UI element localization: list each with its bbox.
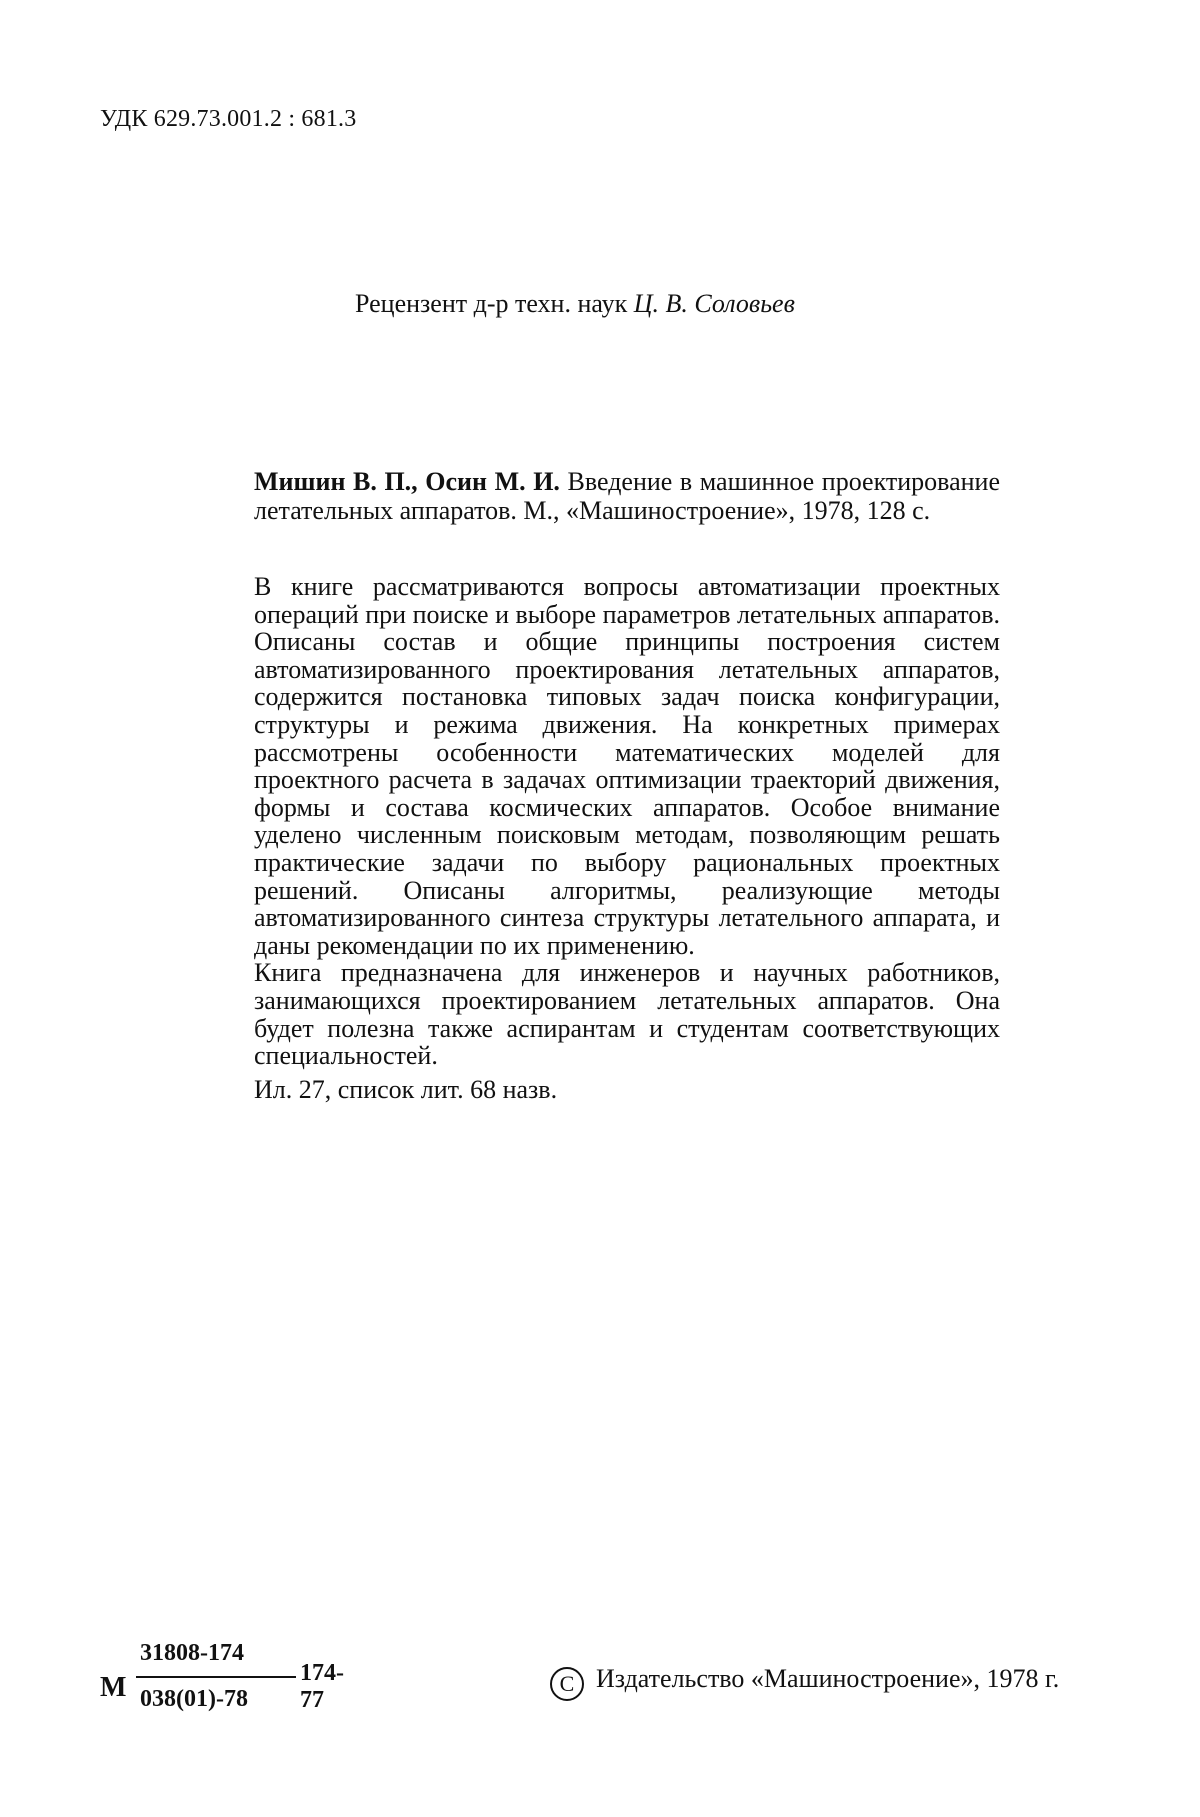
copyright-text: Издательство «Машиностроение», 1978 г. — [596, 1664, 1060, 1693]
index-suffix: 174-77 — [300, 1660, 344, 1713]
reviewer-prefix: Рецензент д-р техн. наук — [355, 289, 628, 318]
reviewer-name: Ц. В. Соловьев — [633, 289, 795, 318]
udk-code: УДК 629.73.001.2 : 681.3 — [100, 106, 357, 132]
publication-index-letter: М — [100, 1672, 127, 1703]
reviewer-line — [355, 289, 795, 319]
fraction-line — [136, 1676, 296, 1678]
copyright-icon: C — [550, 1667, 584, 1701]
index-numerator: 31808-174 — [140, 1640, 244, 1666]
bibliographic-citation — [254, 467, 1000, 525]
imprint-footer — [100, 1640, 1110, 1760]
citation-details: Введение в машинное проектирование летательных аппаратов. М., «Машиностроение», 1978, 128 с. — [254, 467, 1000, 525]
citation-authors: Мишин В. П., Осин М. И. — [254, 467, 560, 496]
abstract — [254, 573, 1000, 1070]
illustrations-count: Ил. 27, список лит. 68 назв. — [254, 1075, 558, 1104]
copyright-line — [550, 1664, 1059, 1701]
abstract-paragraph-2: Книга предназначена для инженеров и научных работников, занимающихся проектированием летательных аппаратов. Она будет полезна также аспирантам и студентам соответствующих специальностей. — [254, 958, 1000, 1071]
abstract-paragraph-1: В книге рассматриваются вопросы автоматизации проектных операций при поиске и выборе параметров летательных аппаратов. Описаны состав и общие принципы построения систем автоматизированного проектирования летательных аппаратов, содержится постановка типовых задач поиска конфигурации, структуры и режима движения. На конкретных примерах рассмотрены особенности математических моделей для проектного расчета в задачах оптимизации траекторий движения, формы и состава космических аппаратов. Особое внимание уделено численным поисковым методам, позволяющим решать практические задачи по выбору рациональных проектных решений. Описаны алгоритмы, реализующие методы автоматизированного синтеза структуры летательного аппарата, и даны рекомендации по их применению. — [254, 572, 1000, 960]
index-denominator: 038(01)-78 — [140, 1686, 248, 1712]
